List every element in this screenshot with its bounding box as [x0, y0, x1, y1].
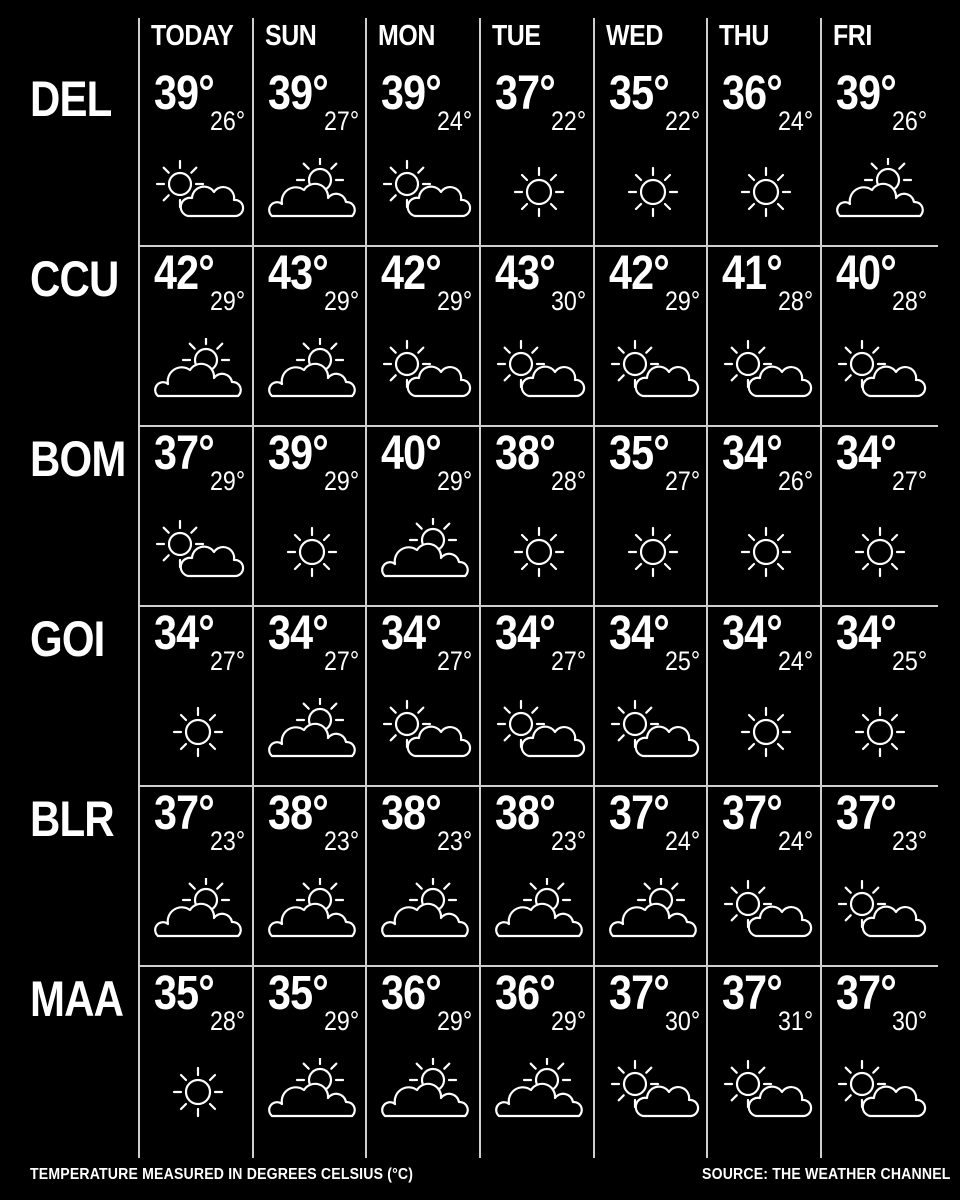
forecast-cell [367, 426, 481, 606]
sun-behind-cloud-icon [718, 1058, 814, 1124]
high-temp: 37° [722, 787, 782, 840]
forecast-cell [140, 426, 254, 606]
sun-behind-cloud-icon [832, 338, 928, 404]
city-code: GOI [30, 611, 105, 667]
cloud-sun-icon [150, 878, 246, 944]
sun-icon [832, 518, 928, 584]
high-temp: 36° [495, 967, 555, 1020]
sun-behind-cloud-icon [605, 1058, 701, 1124]
high-temp: 37° [495, 67, 555, 120]
day-header: FRI [833, 20, 872, 52]
forecast-cell [708, 246, 822, 426]
forecast-cell [481, 426, 595, 606]
low-temp: 26° [210, 106, 246, 136]
low-temp: 30° [665, 1006, 701, 1036]
high-temp: 41° [722, 247, 782, 300]
city-code: BLR [30, 791, 114, 847]
forecast-cell [822, 786, 936, 966]
forecast-cell [481, 606, 595, 786]
high-temp: 39° [268, 427, 328, 480]
low-temp: 24° [437, 106, 473, 136]
cloud-sun-icon [377, 518, 473, 584]
sun-icon [150, 1058, 246, 1124]
day-header: WED [606, 20, 663, 52]
high-temp: 38° [495, 427, 555, 480]
forecast-cell [254, 246, 368, 426]
cloud-sun-icon [264, 338, 360, 404]
sun-behind-cloud-icon [377, 158, 473, 224]
sun-behind-cloud-icon [377, 698, 473, 764]
low-temp: 23° [551, 826, 587, 856]
high-temp: 37° [722, 967, 782, 1020]
forecast-cell [481, 66, 595, 246]
sun-behind-cloud-icon [718, 878, 814, 944]
sun-behind-cloud-icon [832, 1058, 928, 1124]
low-temp: 27° [210, 646, 246, 676]
source-credit: SOURCE: THE WEATHER CHANNEL [702, 1166, 951, 1183]
forecast-cell [140, 246, 254, 426]
high-temp: 34° [722, 607, 782, 660]
high-temp: 39° [381, 67, 441, 120]
low-temp: 28° [551, 466, 587, 496]
low-temp: 27° [665, 466, 701, 496]
high-temp: 37° [836, 787, 896, 840]
low-temp: 27° [324, 646, 360, 676]
low-temp: 27° [324, 106, 360, 136]
forecast-cell [595, 786, 709, 966]
forecast-cell [595, 606, 709, 786]
high-temp: 37° [154, 427, 214, 480]
forecast-cell [481, 786, 595, 966]
high-temp: 35° [609, 67, 669, 120]
day-header: THU [719, 20, 769, 52]
sun-behind-cloud-icon [491, 338, 587, 404]
high-temp: 35° [268, 967, 328, 1020]
forecast-cell [254, 66, 368, 246]
sun-behind-cloud-icon [718, 338, 814, 404]
high-temp: 38° [268, 787, 328, 840]
high-temp: 40° [836, 247, 896, 300]
high-temp: 37° [836, 967, 896, 1020]
sun-icon [605, 518, 701, 584]
sun-icon [491, 518, 587, 584]
forecast-cell [254, 966, 368, 1146]
high-temp: 43° [268, 247, 328, 300]
forecast-cell [595, 966, 709, 1146]
low-temp: 29° [665, 286, 701, 316]
low-temp: 25° [892, 646, 928, 676]
low-temp: 24° [778, 106, 814, 136]
high-temp: 34° [836, 427, 896, 480]
cloud-sun-icon [832, 158, 928, 224]
low-temp: 28° [892, 286, 928, 316]
forecast-cell [822, 606, 936, 786]
high-temp: 34° [381, 607, 441, 660]
low-temp: 24° [778, 826, 814, 856]
forecast-cell [367, 246, 481, 426]
forecast-cell [708, 786, 822, 966]
day-header: TODAY [151, 20, 234, 52]
sun-behind-cloud-icon [832, 878, 928, 944]
forecast-cell [254, 606, 368, 786]
sun-icon [718, 158, 814, 224]
sun-behind-cloud-icon [377, 338, 473, 404]
forecast-cell [595, 66, 709, 246]
forecast-cell [822, 66, 936, 246]
low-temp: 22° [551, 106, 587, 136]
sun-icon [150, 698, 246, 764]
forecast-cell [254, 786, 368, 966]
cloud-sun-icon [491, 878, 587, 944]
low-temp: 29° [210, 286, 246, 316]
high-temp: 42° [381, 247, 441, 300]
forecast-cell [708, 966, 822, 1146]
sun-behind-cloud-icon [150, 518, 246, 584]
cloud-sun-icon [491, 1058, 587, 1124]
high-temp: 34° [268, 607, 328, 660]
sun-behind-cloud-icon [150, 158, 246, 224]
cloud-sun-icon [264, 878, 360, 944]
sun-behind-cloud-icon [605, 338, 701, 404]
high-temp: 34° [722, 427, 782, 480]
low-temp: 29° [437, 466, 473, 496]
high-temp: 42° [154, 247, 214, 300]
city-code: CCU [30, 251, 119, 307]
day-header: SUN [265, 20, 317, 52]
high-temp: 35° [609, 427, 669, 480]
forecast-cell [481, 246, 595, 426]
high-temp: 36° [722, 67, 782, 120]
high-temp: 38° [381, 787, 441, 840]
forecast-cell [140, 606, 254, 786]
low-temp: 30° [892, 1006, 928, 1036]
high-temp: 34° [154, 607, 214, 660]
low-temp: 26° [778, 466, 814, 496]
high-temp: 36° [381, 967, 441, 1020]
forecast-cell [140, 66, 254, 246]
high-temp: 37° [154, 787, 214, 840]
sun-behind-cloud-icon [605, 698, 701, 764]
high-temp: 34° [836, 607, 896, 660]
cloud-sun-icon [377, 878, 473, 944]
high-temp: 39° [268, 67, 328, 120]
low-temp: 25° [665, 646, 701, 676]
low-temp: 23° [892, 826, 928, 856]
forecast-cell [822, 246, 936, 426]
forecast-cell [367, 66, 481, 246]
cloud-sun-icon [150, 338, 246, 404]
sun-icon [605, 158, 701, 224]
units-note: TEMPERATURE MEASURED IN DEGREES CELSIUS (°C) [30, 1166, 414, 1183]
forecast-cell [140, 786, 254, 966]
city-code: BOM [30, 431, 126, 487]
low-temp: 26° [892, 106, 928, 136]
high-temp: 42° [609, 247, 669, 300]
high-temp: 37° [609, 787, 669, 840]
high-temp: 34° [609, 607, 669, 660]
low-temp: 24° [778, 646, 814, 676]
cloud-sun-icon [605, 878, 701, 944]
low-temp: 22° [665, 106, 701, 136]
low-temp: 29° [551, 1006, 587, 1036]
forecast-cell [595, 426, 709, 606]
cloud-sun-icon [264, 158, 360, 224]
sun-icon [718, 518, 814, 584]
high-temp: 43° [495, 247, 555, 300]
low-temp: 23° [210, 826, 246, 856]
city-code: MAA [30, 971, 124, 1027]
forecast-cell [708, 426, 822, 606]
low-temp: 28° [778, 286, 814, 316]
low-temp: 24° [665, 826, 701, 856]
low-temp: 28° [210, 1006, 246, 1036]
low-temp: 31° [778, 1006, 814, 1036]
cloud-sun-icon [264, 1058, 360, 1124]
forecast-cell [367, 606, 481, 786]
high-temp: 35° [154, 967, 214, 1020]
high-temp: 40° [381, 427, 441, 480]
forecast-cell [254, 426, 368, 606]
low-temp: 29° [324, 466, 360, 496]
forecast-cell [367, 966, 481, 1146]
low-temp: 23° [324, 826, 360, 856]
forecast-cell [708, 66, 822, 246]
sun-behind-cloud-icon [491, 698, 587, 764]
day-header: TUE [492, 20, 541, 52]
day-header: MON [378, 20, 435, 52]
high-temp: 34° [495, 607, 555, 660]
sun-icon [264, 518, 360, 584]
city-code: DEL [30, 71, 112, 127]
forecast-cell [481, 966, 595, 1146]
forecast-cell [367, 786, 481, 966]
low-temp: 23° [437, 826, 473, 856]
sun-icon [718, 698, 814, 764]
low-temp: 27° [437, 646, 473, 676]
high-temp: 37° [609, 967, 669, 1020]
cloud-sun-icon [377, 1058, 473, 1124]
low-temp: 30° [551, 286, 587, 316]
low-temp: 29° [437, 1006, 473, 1036]
sun-icon [832, 698, 928, 764]
high-temp: 39° [836, 67, 896, 120]
low-temp: 29° [324, 286, 360, 316]
low-temp: 27° [551, 646, 587, 676]
cloud-sun-icon [264, 698, 360, 764]
low-temp: 29° [324, 1006, 360, 1036]
low-temp: 29° [437, 286, 473, 316]
low-temp: 29° [210, 466, 246, 496]
high-temp: 38° [495, 787, 555, 840]
forecast-cell [822, 426, 936, 606]
forecast-cell [708, 606, 822, 786]
forecast-cell [822, 966, 936, 1146]
sun-icon [491, 158, 587, 224]
high-temp: 39° [154, 67, 214, 120]
forecast-cell [140, 966, 254, 1146]
low-temp: 27° [892, 466, 928, 496]
forecast-cell [595, 246, 709, 426]
